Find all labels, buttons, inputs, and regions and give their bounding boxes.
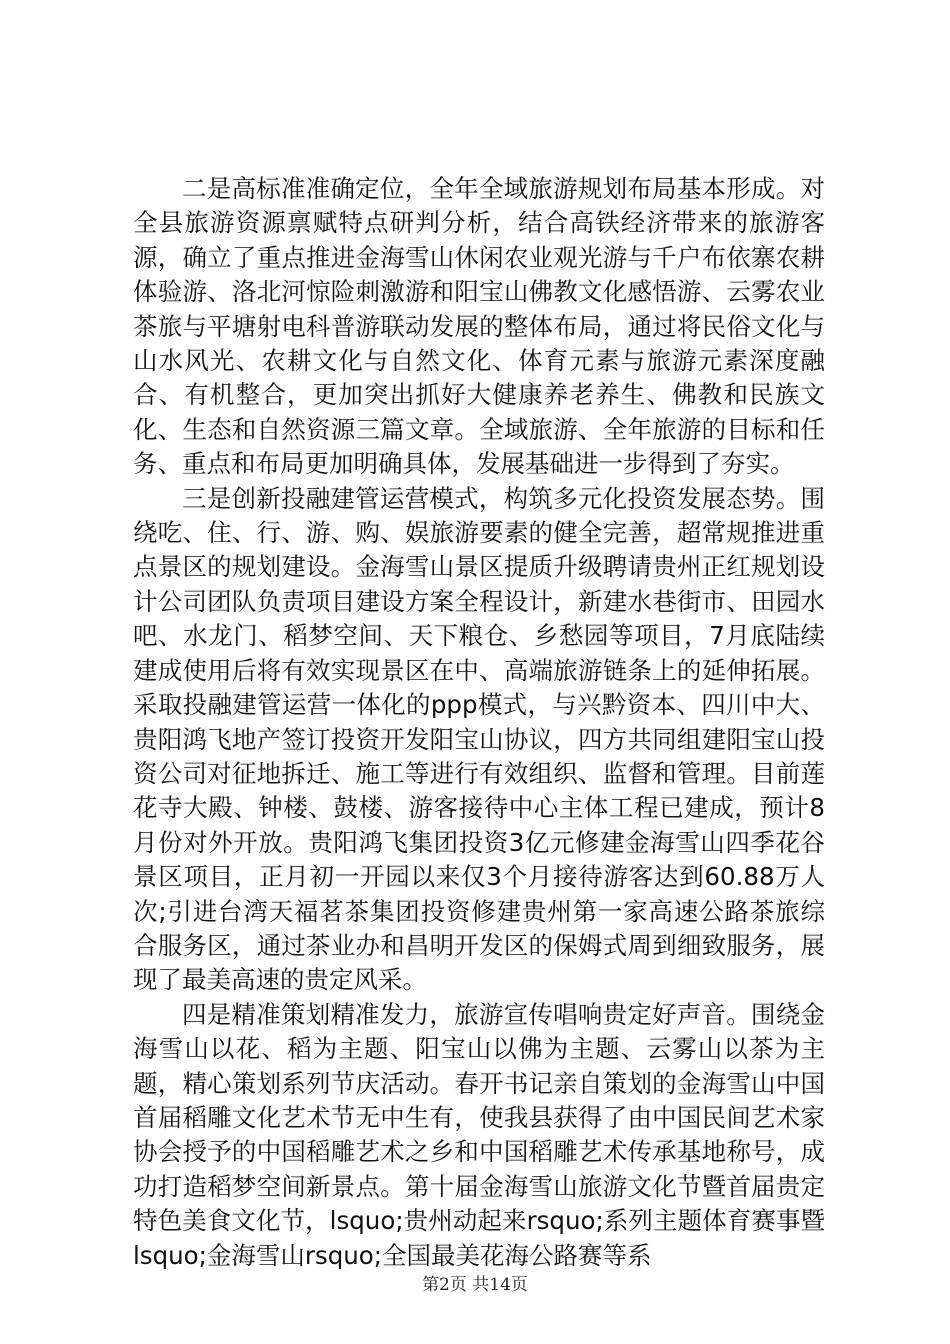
paragraph-tourism-planning: 二是高标准准确定位，全年全域旅游规划布局基本形成。对全县旅游资源禀赋特点研判分析，结合高铁经济带来的旅游客源，确立了重点推进金海雪山休闲农业观光游与千户布依寨农耕体验游、洛北河惊险刺激游和阳宝山佛教文化感悟游、云雾农业茶旅与平塘射电科普游联动发展的整体布局，通过将民俗文化与山水风光、农耕文化与自然文化、体育元素与旅游元素深度融合、有机整合，更加突出抓好大健康养老养生、佛教和民族文化、生态和自然资源三篇文章。全域旅游、全年旅游的目标和任务、重点和布局更加明确具体，发展基础进一步得到了夯实。 bbox=[133, 174, 825, 479]
page-footer: 第2页 共14页 bbox=[422, 1275, 528, 1295]
paragraph-tourism-promotion: 四是精准策划精准发力，旅游宣传唱响贵定好声音。围绕金海雪山以花、稻为主题、阳宝山以佛为主题、云雾山以茶为主题，精心策划系列节庆活动。春开书记亲自策划的金海雪山中国首届稻雕文化艺术节无中生有，使我县获得了由中国民间艺术家协会授予的中国稻雕艺术之乡和中国稻雕艺术传承基地称号，成功打造稻梦空间新景点。第十届金海雪山旅游文化节暨首届贵定特色美食文化节，lsquo;贵州动起来rsquo;系列主题体育赛事暨lsquo;金海雪山rsquo;全国最美花海公路赛等系 bbox=[133, 999, 825, 1270]
paragraph-investment-model: 三是创新投融建管运营模式，构筑多元化投资发展态势。围绕吃、住、行、游、购、娱旅游要素的健全完善，超常规推进重点景区的规划建设。金海雪山景区提质升级聘请贵州正红规划设计公司团队负责项目建设方案全程设计，新建水巷街市、田园水吧、水龙门、稻梦空间、天下粮仓、乡愁园等项目，7月底陆续建成使用后将有效实现景区在中、高端旅游链条上的延伸拓展。采取投融建管运营一体化的ppp模式，与兴黔资本、四川中大、贵阳鸿飞地产签订投资开发阳宝山协议，四方共同组建阳宝山投资公司对征地拆迁、施工等进行有效组织、监督和管理。目前莲花寺大殿、钟楼、鼓楼、游客接待中心主体工程已建成，预计8月份对外开放。贵阳鸿飞集团投资3亿元修建金海雪山四季花谷景区项目，正月初一开园以来仅3个月接待游客达到60.88万人次;引进台湾天福茗茶集团投资修建贵州第一家高速公路茶旅综合服务区，通过茶业办和昌明开发区的保姆式周到细致服务，展现了最美高速的贵定风采。 bbox=[133, 483, 825, 995]
body-text bbox=[133, 172, 825, 1273]
